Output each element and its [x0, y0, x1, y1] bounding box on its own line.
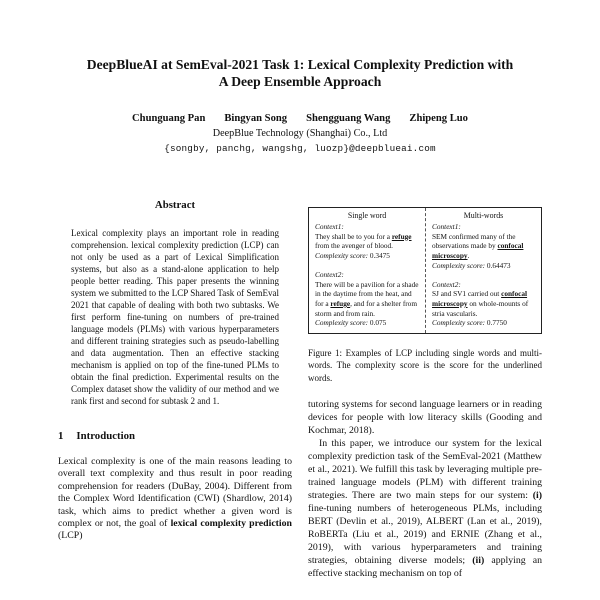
context1-text: They shall be to you for a refuge from the avenger of blood. [315, 231, 412, 251]
paragraph-this-paper: In this paper, we introduce our system for the lexical complexity prediction task of the SemEval-2021 (Matthew et al., 2021). We fulfill this task by leveraging multiple pre-trained language models (PLM) with different training strategies. There are two main steps for our system: (i) fine-tuning numbers of heterogeneous PLMs, including BERT (Devlin et al., 2019), ALBERT (Lan et al., 2019), RoBERTa (Liu et al., 2019) and ERNIE (Zhang et al., 2019), with various hyperparameters and training strategies, obtaining diverse models; (ii) applying an effective stacking mechanism on top of [308, 437, 542, 579]
paper-title-line2: A Deep Ensemble Approach [218, 74, 382, 89]
spacer [432, 271, 535, 280]
author-name: Bingyan Song [224, 113, 288, 124]
abstract-heading: Abstract [154, 199, 196, 211]
figure1-single-word-cell [309, 208, 425, 333]
context2-text: There will be a pavilion for a shade in the daytime from the heat, and for a refuge, and for a shelter from storm and from rain. [315, 279, 419, 318]
context1-text: SEM confirmed many of the observations made by confocal microscopy. [432, 231, 524, 261]
section-heading-introduction [58, 430, 292, 443]
introduction-paragraph: Lexical complexity is one of the main reasons leading to overall text complexity and thus result in poor reading comprehension for readers (DuBay, 2004). Different from the Complex Word Identification (CWI) (Shardlow, 2014) task, which aims to predict whether a given word is complex or not, the goal of lexical complexity prediction (LCP) [58, 456, 292, 542]
paragraph-continuation: tutoring systems for second language learners or in reading devices for people with low literacy skills (Gooding and Kochmar, 2018). [308, 398, 542, 436]
left-column [58, 199, 292, 580]
author-list [0, 112, 600, 125]
abstract-text: Lexical complexity plays an important role in reading comprehension. lexical complexity prediction (LCP) can not only be used as a part of Lexical Simplification systems, but also as a stand-alone application to help people better reading. This paper presents the winning system we submitted to the LCP Shared Task of SemEval 2021 that capable of dealing with both two subtasks. We first perform fine-tuning on numbers of pre-trained language models (PLMs) with various hyperparameters and different training strategies such as pseudo-labelling and data augmentation. Then an effective stacking mechanism is applied on top of the fine-tuned PLMs to obtain the final prediction. Experimental results on the Complex dataset show the validity of our method and we rank first and second for subtask 2 and 1. [71, 228, 279, 406]
author-name: Chunguang Pan [132, 113, 206, 124]
affiliation: DeepBlue Technology (Shanghai) Co., Ltd [212, 128, 388, 139]
email-line: {songby, panchg, wangshg, luozp}@deepblueai.com [164, 143, 436, 154]
score-label: Complexity score: [432, 260, 486, 270]
context2-text: SJ and SV1 carried out confocal microscopy on whole-mounts of stria vascularis. [432, 289, 529, 318]
score-value: 0.64473 [486, 260, 511, 270]
author-name: Shengguang Wang [306, 113, 391, 124]
figure1-box [308, 207, 542, 334]
context1-score [315, 251, 419, 261]
context1-score [432, 261, 535, 271]
section-title: Introduction [76, 430, 136, 442]
score-label: Complexity score: [432, 318, 486, 328]
context1-label: Context1: [315, 222, 344, 231]
paper-title-line1: DeepBlueAI at SemEval-2021 Task 1: Lexical Complexity Prediction with [86, 57, 514, 72]
paper-title [0, 56, 600, 90]
two-column-body [0, 199, 600, 580]
context2-label: Context2: [432, 279, 461, 289]
right-column-text [308, 398, 542, 580]
figure1-multi-words-cell [425, 208, 541, 333]
score-label: Complexity score: [315, 251, 369, 261]
spacer [315, 261, 419, 270]
context1-label: Context1: [432, 222, 461, 231]
figure1-single-word-header: Single word [347, 211, 387, 220]
context2-score [315, 318, 419, 328]
author-name: Zhipeng Luo [409, 113, 468, 124]
score-value: 0.075 [369, 318, 387, 328]
figure1-multi-words-header: Multi-words [463, 211, 504, 220]
score-label: Complexity score: [315, 318, 369, 328]
score-value: 0.7750 [486, 318, 507, 328]
section-number: 1 [58, 430, 64, 442]
figure1-caption: Figure 1: Examples of LCP including single words and multi-words. The complexity score is the score for the underlined words. [308, 348, 542, 383]
context2-label: Context2: [315, 269, 344, 279]
right-column [308, 199, 542, 580]
score-value: 0.3475 [369, 251, 390, 261]
context2-score [432, 318, 535, 328]
